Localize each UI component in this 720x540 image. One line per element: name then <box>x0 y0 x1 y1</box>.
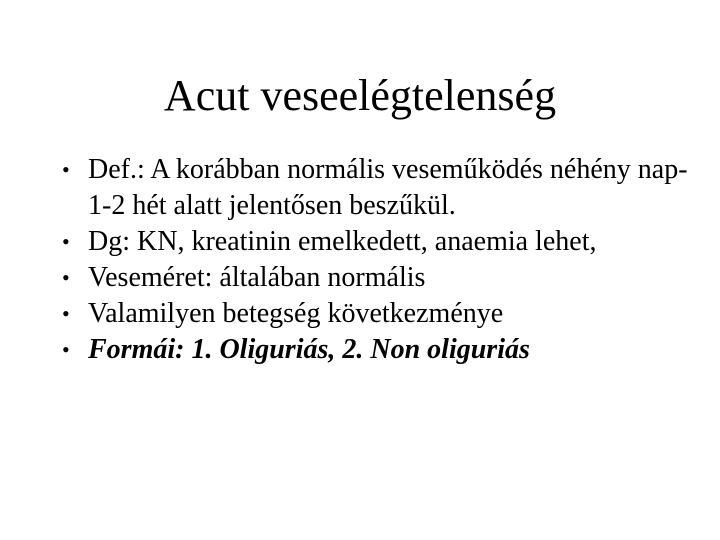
bullet-text: Formái: 1. Oliguriás, 2. Non oliguriás <box>88 334 530 365</box>
bullet-dot-icon: • <box>62 265 70 290</box>
bullet-dot-icon: • <box>62 157 70 182</box>
bullet-item-cause <box>60 296 700 332</box>
bullet-item-forms <box>60 332 700 368</box>
slide-title: Acut veseelégtelenség <box>163 71 557 120</box>
bullet-list <box>60 152 700 368</box>
bullet-item-kidney-size <box>60 260 700 296</box>
bullet-text: Def.: A korábban normális veseműködés néhény nap-1-2 hét alatt jelentősen beszűkül. <box>88 154 688 221</box>
bullet-text: Dg: KN, kreatinin emelkedett, anaemia lehet, <box>88 226 597 257</box>
bullet-text: Veseméret: általában normális <box>88 262 426 293</box>
bullet-item-definition <box>60 152 700 224</box>
bullet-dot-icon: • <box>62 337 70 362</box>
bullet-text: Valamilyen betegség következménye <box>88 298 504 329</box>
bullet-dot-icon: • <box>62 301 70 326</box>
bullet-dot-icon: • <box>62 229 70 254</box>
bullet-item-diagnosis <box>60 224 700 260</box>
